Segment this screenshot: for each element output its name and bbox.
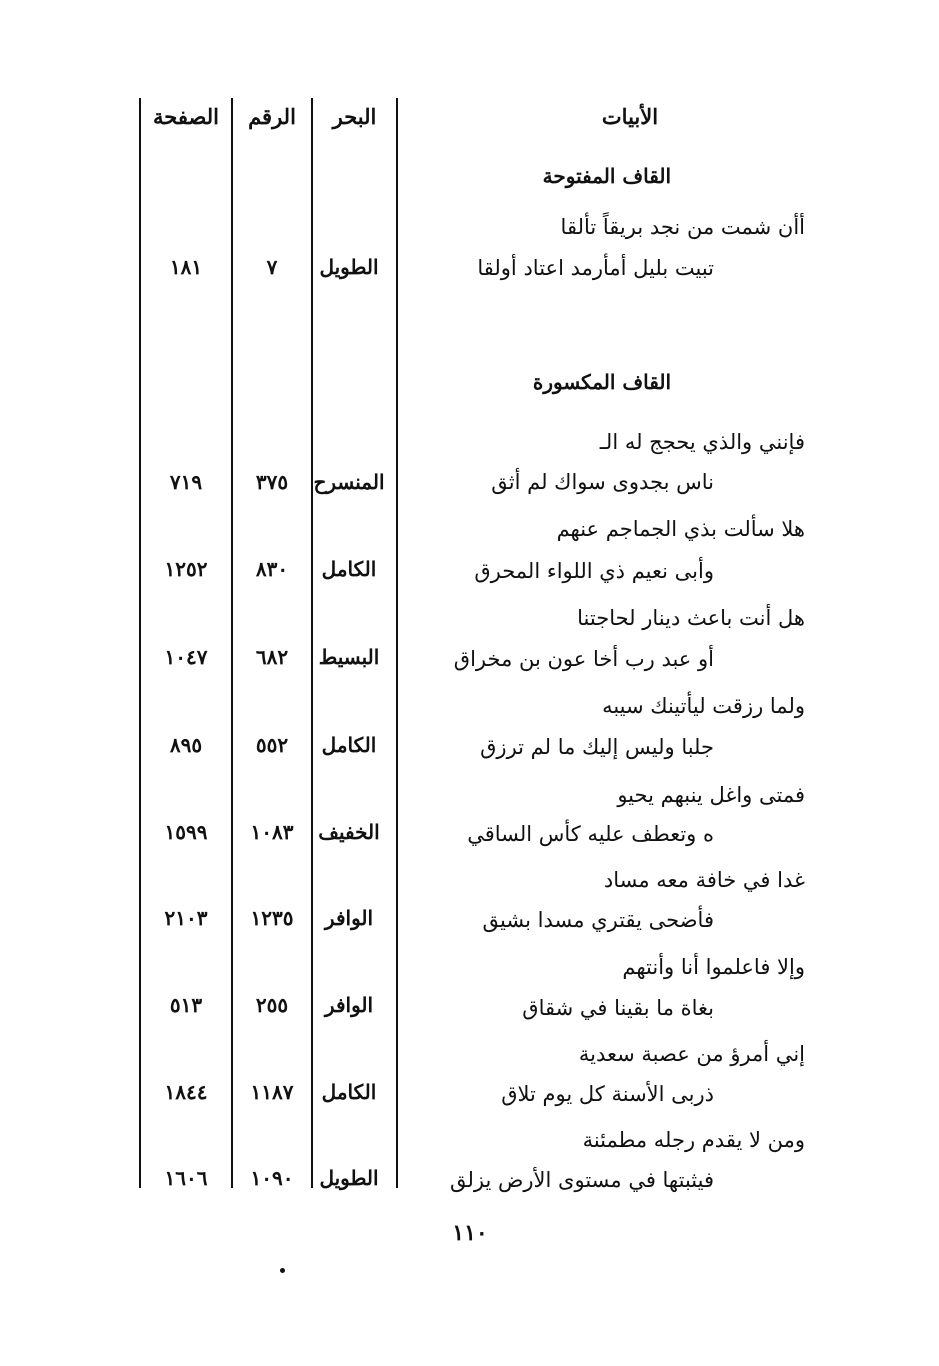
verse-line: جلبا وليس إليك ما لم ترزق (480, 735, 714, 759)
verse-line: وأبى نعيم ذي اللواء المحرق (474, 559, 714, 583)
page-cell: ١٨١ (169, 255, 203, 279)
number-cell: ٣٧٥ (255, 470, 289, 494)
page-cell: ١٥٩٩ (164, 820, 208, 844)
verse-line: هلا سألت بذي الجماجم عنهم (556, 517, 805, 541)
number-cell: ٢٥٥ (255, 993, 289, 1017)
meter-cell: الطويل (319, 255, 379, 279)
number-cell: ١٠٩٠ (250, 1166, 294, 1190)
page-cell: ١٢٥٢ (164, 557, 208, 581)
meter-cell: الوافر (324, 993, 374, 1017)
verse-line: فمتى واغل ينبهم يحيو (617, 783, 805, 807)
number-cell: ١٠٨٣ (250, 820, 294, 844)
meter-cell: المنسرح (313, 470, 385, 494)
verse-line: فإنني والذي يحجج له الـ (599, 430, 805, 454)
section-title: القاف المفتوحة (542, 164, 671, 188)
number-cell: ١١٨٧ (250, 1080, 294, 1104)
header-verses: الأبيات (601, 104, 659, 129)
section-title: القاف المكسورة (532, 370, 671, 394)
number-cell: ٧ (266, 255, 278, 279)
verse-line: ومن لا يقدم رجله مطمئنة (582, 1128, 805, 1152)
page-cell: ٨٩٥ (169, 733, 203, 757)
header-number: الرقم (248, 104, 296, 129)
page-cell: ٥١٣ (169, 993, 203, 1017)
verse-line: ذربى الأسنة كل يوم تلاق (501, 1082, 714, 1106)
meter-cell: الخفيف (318, 820, 380, 844)
number-cell: ٥٥٢ (255, 733, 289, 757)
verse-line: بغاة ما بقينا في شقاق (522, 996, 714, 1020)
page-cell: ١٨٤٤ (164, 1080, 208, 1104)
meter-cell: البسيط (318, 645, 380, 669)
meter-cell: الكامل (321, 733, 377, 757)
page-number: ١١٠ (452, 1220, 488, 1246)
column-rule-verses (396, 98, 398, 1188)
page-cell: ٢١٠٣ (164, 906, 208, 930)
verse-line: وإلا فاعلموا أنا وأنتهم (622, 955, 805, 979)
verse-line: أأن شمت من نجد بريقاً تألقا (560, 215, 805, 239)
page-cell: ٧١٩ (169, 470, 203, 494)
number-cell: ٦٨٢ (255, 645, 289, 669)
verse-line: تبيت بليل أمأرمد اعتاد أولقا (477, 256, 714, 280)
meter-cell: الكامل (321, 557, 377, 581)
verse-line: هل أنت باعث دينار لحاجتنا (577, 606, 805, 630)
verse-line: أو عبد رب أخا عون بن مخراق (453, 647, 714, 671)
meter-cell: الوافر (324, 906, 374, 930)
verse-line: ناس بجدوى سواك لم أثق (491, 470, 714, 494)
verse-line: فيثبتها في مستوى الأرض يزلق (450, 1168, 714, 1192)
header-meter: البحر (332, 104, 377, 129)
verse-line: غدا في خافة معه مساد (603, 868, 805, 892)
verse-line: إني أمرؤ من عصبة سعدية (578, 1042, 805, 1066)
number-cell: ١٢٣٥ (250, 906, 294, 930)
verse-line: ه وتعطف عليه كأس الساقي (467, 822, 714, 846)
header-page: الصفحة (153, 104, 219, 129)
page-cell: ١٠٤٧ (164, 645, 208, 669)
page-cell: ١٦٠٦ (164, 1166, 208, 1190)
verse-line: ولما رزقت ليأتينك سيبه (602, 694, 805, 718)
verse-line: فأضحى يقتري مسدا بشيق (482, 908, 714, 932)
meter-cell: الكامل (321, 1080, 377, 1104)
meter-cell: الطويل (319, 1166, 379, 1190)
number-cell: ٨٣٠ (255, 557, 289, 581)
ink-dot (280, 1268, 285, 1273)
